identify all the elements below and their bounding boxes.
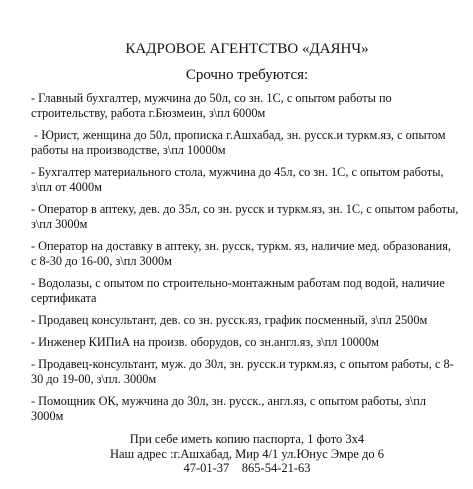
vacancy-item-pharmacy-operator: - Оператор в аптеку, дев. до 35л, со зн. русск и туркм.яз, зн. 1С, с опытом работы, з\пл 3000м (31, 202, 459, 231)
document-page (31, 40, 463, 476)
vacancy-item-chief-accountant: - Главный бухгалтер, мужчина до 50л, со зн. 1С, с опытом работы по строительству, работа г.Бюзмеин, з\пл 6000м (31, 91, 392, 120)
vacancy-item-kipia-engineer: - Инженер КИПиА на произв. оборудов, со зн.англ.яз, з\пл 10000м (31, 335, 379, 349)
vacancy-item-sales-consultant-male: - Продавец-консультант, муж. до 30л, зн. русск.и туркм.яз, с опытом работы, с 8-30 до 19-00, з\пл. 3000м (31, 357, 454, 386)
vacancy-item-lawyer: - Юрист, женщина до 50л, прописка г.Ашхабад, зн. русск.и туркм.яз, с опытом работы на производстве, з\пл 10000м (31, 128, 449, 157)
vacancy-list (31, 91, 463, 424)
vacancy-item-hr-assistant: - Помощник ОК, мужчина до 30л, зн. русск., англ.яз, с опытом работы, з\пл 3000м (31, 394, 426, 423)
footer-phones: 47-01-37 865-54-21-63 (183, 461, 311, 475)
vacancy-item-sales-consultant: - Продавец консультант, дев. со зн. русск.яз, график посменный, з\пл 2500м (31, 313, 428, 327)
footer-documents-note: При себе иметь копию паспорта, 1 фото 3х4 (129, 432, 365, 446)
vacancy-item-delivery-operator: - Оператор на доставку в аптеку, зн. русск, туркм. яз, наличие мед. образования, с 8-30 до 16-00, з\пл 3000м (31, 239, 451, 268)
subtitle: Срочно требуются: (185, 67, 309, 83)
vacancy-item-materials-accountant: - Бухгалтер материального стола, мужчина до 45л, со зн. 1С, с опытом работы, з\пл от 4000м (31, 165, 444, 194)
vacancy-item-divers: - Водолазы, с опытом по строительно-монтажным работам под водой, наличие сертификата (31, 276, 445, 305)
footer (31, 432, 463, 476)
agency-title: КАДРОВОЕ АГЕНТСТВО «ДАЯНЧ» (125, 41, 369, 57)
footer-address: Наш адрес :г.Ашхабад, Мир 4/1 ул.Юнус Эмре до 6 (109, 446, 384, 461)
